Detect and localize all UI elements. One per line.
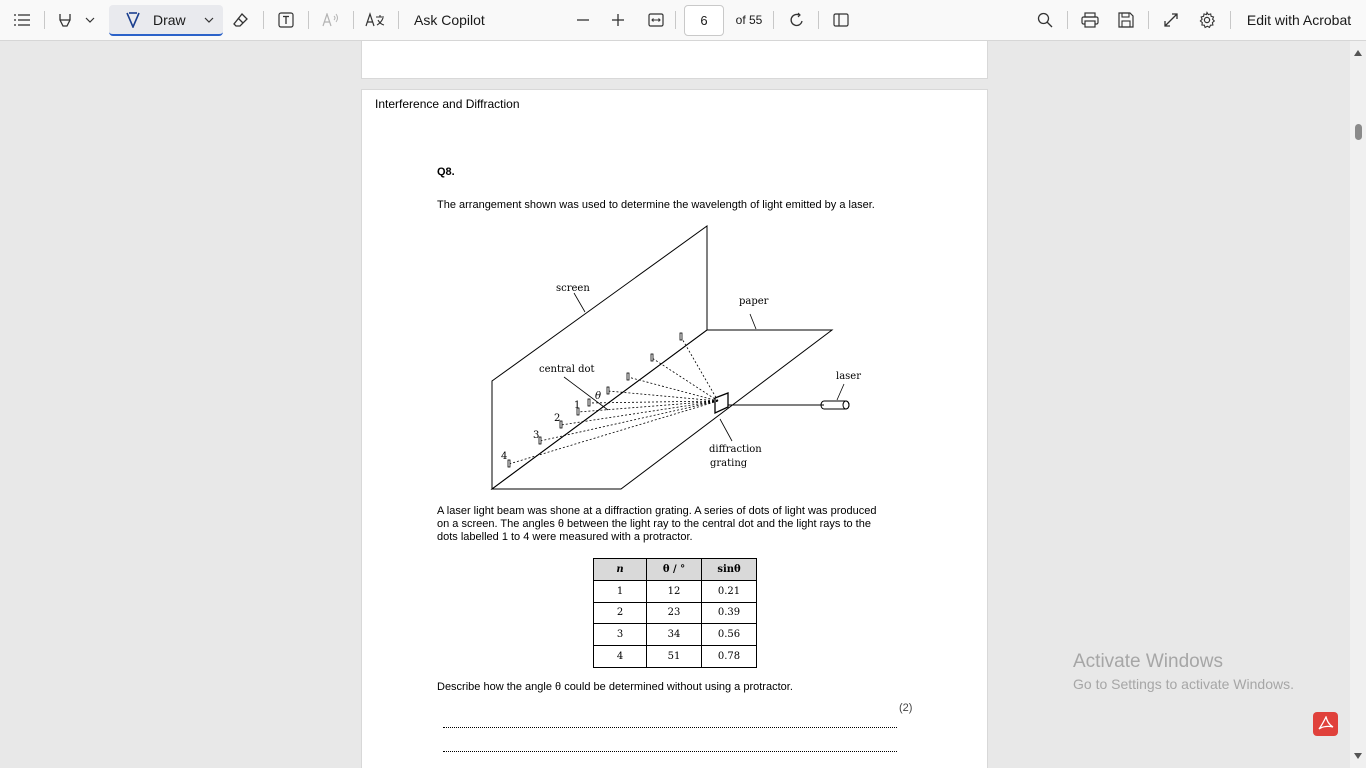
zoom-out-icon[interactable] (573, 0, 593, 40)
rotate-icon[interactable] (786, 0, 808, 40)
highlight-icon[interactable] (54, 0, 76, 40)
page-total-label: of 55 (735, 13, 763, 27)
toolbar (0, 0, 1366, 41)
question-text: Describe how the angle θ could be determined without using a protractor. (437, 681, 793, 693)
dot-3-label: 3 (533, 430, 540, 441)
draw-button[interactable] (109, 5, 223, 36)
save-icon[interactable] (1115, 0, 1137, 40)
eraser-icon[interactable] (230, 0, 252, 40)
page-number-value: 6 (700, 13, 708, 28)
highlight-dropdown-icon[interactable] (82, 0, 98, 40)
table-cell: 1 (594, 580, 647, 602)
table-header: θ / ° (647, 559, 702, 581)
table-row (594, 624, 757, 646)
diffraction-diagram (482, 223, 872, 493)
edit-with-acrobat-button[interactable] (1240, 0, 1358, 40)
page-view-icon[interactable] (830, 0, 852, 40)
table-cell: 0.56 (702, 624, 757, 646)
table-header-row (594, 559, 757, 581)
fit-width-icon[interactable] (645, 0, 667, 40)
table-cell: 0.39 (702, 602, 757, 624)
page-total (734, 0, 764, 40)
table-cell: 12 (647, 580, 702, 602)
question-intro: The arrangement shown was used to determine the wavelength of light emitted by a laser. (437, 199, 875, 211)
acrobat-icon[interactable] (1313, 712, 1338, 736)
separator (1067, 11, 1068, 29)
separator (675, 11, 676, 29)
separator (353, 11, 354, 29)
separator (308, 11, 309, 29)
screen-label: screen (556, 283, 590, 294)
separator (1230, 11, 1231, 29)
dot-4-label: 4 (501, 451, 508, 462)
text-box-icon[interactable] (275, 0, 297, 40)
screen-surface (492, 226, 707, 489)
answer-line[interactable] (443, 750, 897, 752)
paragraph-line-2: on a screen. The angles θ between the light ray to the central dot and the light rays to the (437, 518, 871, 530)
separator (44, 11, 45, 29)
watermark-subtitle: Go to Settings to activate Windows. (1073, 676, 1294, 692)
chevron-down-icon[interactable] (204, 17, 214, 23)
translate-icon[interactable] (364, 0, 386, 40)
question-number: Q8. (437, 166, 455, 178)
page-header: Interference and Diffraction (375, 97, 520, 111)
scroll-up-icon[interactable] (1354, 50, 1362, 56)
separator (263, 11, 264, 29)
theta-label: θ (595, 391, 602, 402)
table-cell: 4 (594, 646, 647, 668)
dot-2-label: 2 (554, 413, 561, 424)
scroll-thumb[interactable] (1355, 124, 1362, 140)
ask-copilot-label: Ask Copilot (414, 12, 485, 28)
grating-label-line1: diffraction (709, 444, 762, 455)
table-cell: 23 (647, 602, 702, 624)
grating-label-line2: grating (710, 458, 748, 469)
edit-with-acrobat-label: Edit with Acrobat (1246, 12, 1352, 28)
search-icon[interactable] (1034, 0, 1056, 40)
zoom-in-icon[interactable] (608, 0, 628, 40)
marks-label: (2) (899, 702, 913, 714)
table-cell: 51 (647, 646, 702, 668)
paper-label: paper (739, 296, 769, 307)
table-cell: 0.78 (702, 646, 757, 668)
table-header: sinθ (702, 559, 757, 581)
data-table (593, 558, 757, 668)
pdf-page (361, 89, 988, 768)
central-dot-label: central dot (539, 364, 595, 375)
separator (398, 11, 399, 29)
contents-icon[interactable] (10, 0, 34, 40)
vertical-scrollbar[interactable] (1350, 41, 1366, 768)
activate-windows-watermark (1073, 651, 1294, 692)
watermark-title: Activate Windows (1073, 651, 1223, 672)
laser-beam (728, 401, 849, 409)
fullscreen-icon[interactable] (1160, 0, 1182, 40)
separator (818, 11, 819, 29)
leader-lines (564, 293, 844, 441)
separator (1148, 11, 1149, 29)
dot-1-label: 1 (574, 400, 581, 411)
page-number-input[interactable] (684, 5, 724, 36)
table-row (594, 580, 757, 602)
answer-line[interactable] (443, 726, 897, 728)
draw-pen-icon (125, 12, 141, 28)
paragraph-line-3: dots labelled 1 to 4 were measured with a protractor. (437, 531, 693, 543)
settings-gear-icon[interactable] (1196, 0, 1218, 40)
table-cell: 0.21 (702, 580, 757, 602)
previous-page (361, 41, 988, 79)
table-cell: 34 (647, 624, 702, 646)
table-cell: 3 (594, 624, 647, 646)
table-row (594, 602, 757, 624)
separator (773, 11, 774, 29)
table-header: n (594, 559, 647, 581)
scroll-down-icon[interactable] (1354, 753, 1362, 759)
table-row (594, 646, 757, 668)
ask-copilot-button[interactable] (414, 0, 494, 40)
table-cell: 2 (594, 602, 647, 624)
light-rays (509, 337, 718, 464)
laser-label: laser (836, 371, 861, 382)
draw-label: Draw (153, 11, 186, 28)
read-aloud-icon[interactable] (320, 0, 342, 40)
print-icon[interactable] (1079, 0, 1101, 40)
paragraph-line-1: A laser light beam was shone at a diffraction grating. A series of dots of light was produced (437, 505, 877, 517)
